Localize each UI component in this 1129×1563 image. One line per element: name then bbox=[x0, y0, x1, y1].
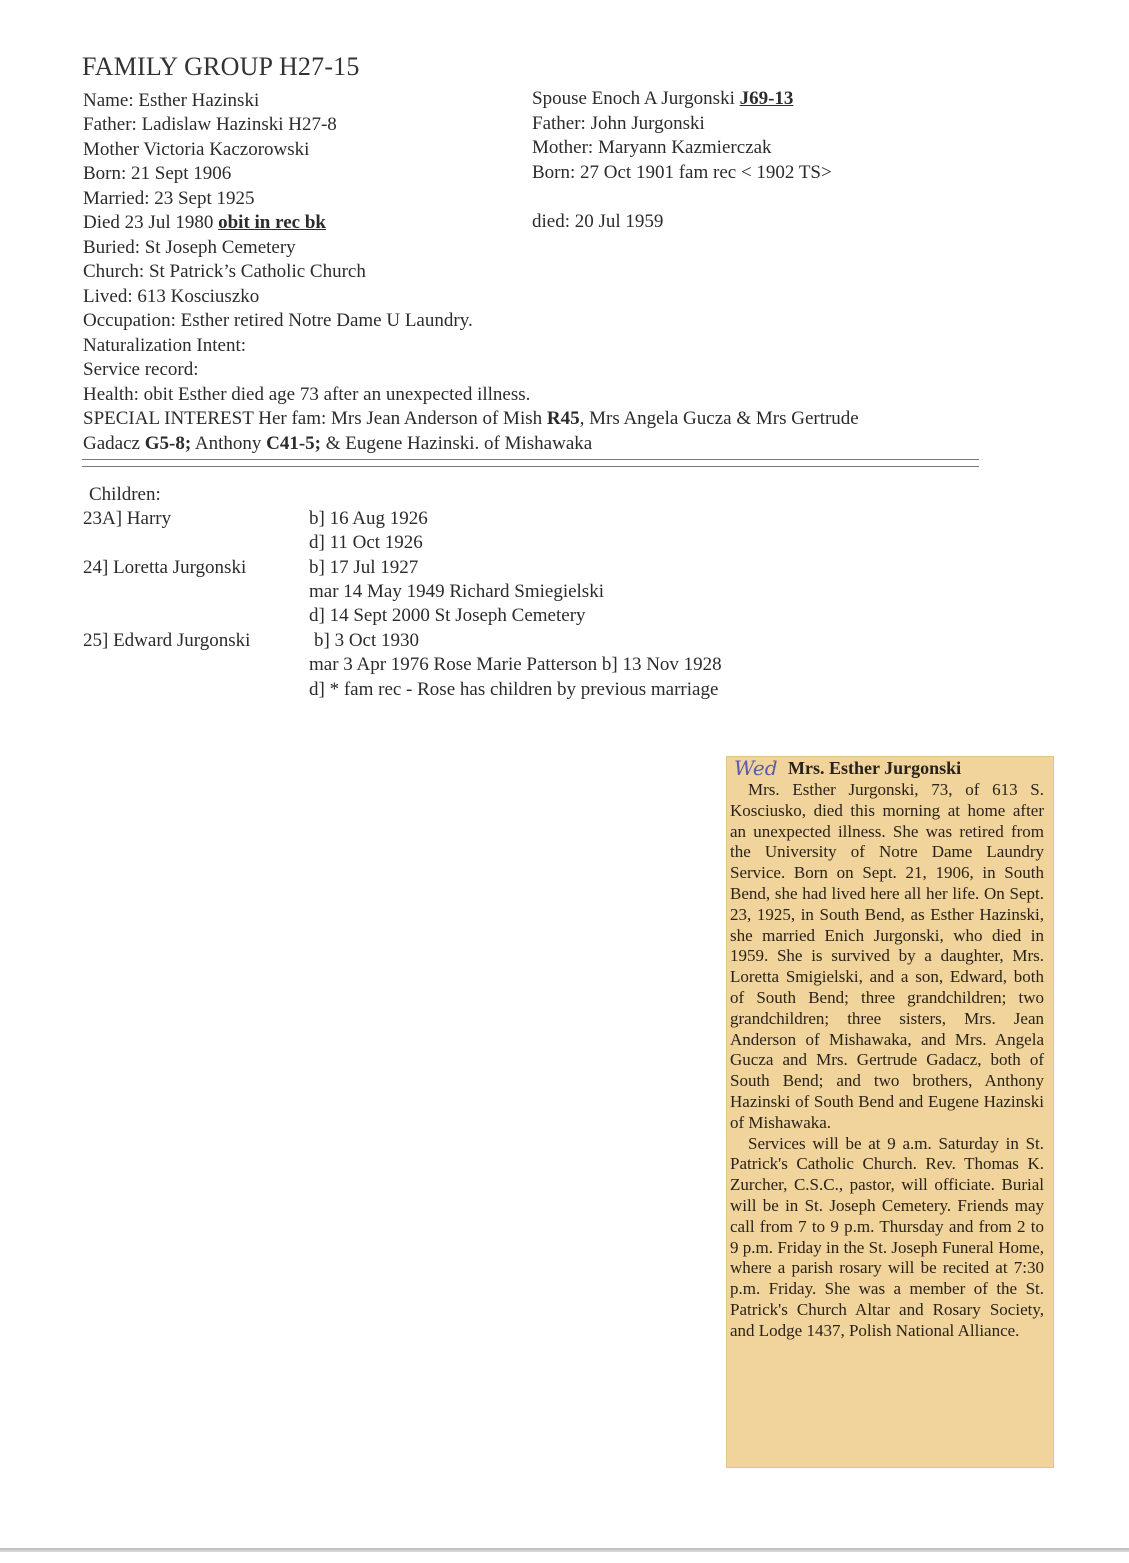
married-line: Married: 23 Sept 1925 bbox=[83, 188, 255, 209]
church-line: Church: St Patrick’s Catholic Church bbox=[83, 261, 366, 282]
buried-line: Buried: St Joseph Cemetery bbox=[83, 237, 296, 258]
child-loretta-name: 24] Loretta Jurgonski bbox=[83, 557, 247, 578]
child-harry-name: 23A] Harry bbox=[83, 508, 172, 529]
child-edward-name: 25] Edward Jurgonski bbox=[83, 630, 251, 651]
obituary-paragraph-2: Services will be at 9 a.m. Saturday in St. Patrick's Catholic Church. Rev. Thomas K. Zurcher, C.S.C., pastor, will officiate. Burial will be in St. Joseph Cemetery. Friends may call from 7 to 9 p.m. Thursday and from 2 to 9 p.m. Friday in the St. Joseph Funeral Home, where a parish rosary will be recited at 7:30 p.m. Friday. She was a member of the St. Patrick's Church Altar and Rosary Society, and Lodge 1437, Polish National Alliance. bbox=[730, 1133, 1044, 1340]
special-ref-c41-5: C41-5; bbox=[266, 433, 321, 454]
children-label: Children: bbox=[89, 484, 161, 505]
special-text-c: , Mrs Angela Gucza & Mrs Gertrude bbox=[579, 408, 859, 429]
child-harry-died: d] 11 Oct 1926 bbox=[309, 532, 423, 553]
born-line: Born: 21 Sept 1906 bbox=[83, 163, 232, 184]
special-text-h: & Eugene Hazinski. of Mishawaka bbox=[321, 433, 593, 454]
spouse-line bbox=[532, 87, 793, 111]
spouse-reference: J69-13 bbox=[739, 88, 794, 109]
lived-line: Lived: 613 Kosciuszko bbox=[83, 286, 260, 307]
child-loretta-died: d] 14 Sept 2000 St Joseph Cemetery bbox=[309, 605, 586, 626]
spouse-mother-line: Mother: Maryann Kazmierczak bbox=[532, 137, 772, 158]
mother-line: Mother Victoria Kaczorowski bbox=[83, 139, 310, 160]
double-rule-divider bbox=[82, 459, 979, 467]
child-edward-born: b] 3 Oct 1930 bbox=[314, 630, 420, 651]
special-ref-r45: R45 bbox=[546, 408, 580, 429]
spouse-text: Spouse Enoch A Jurgonski bbox=[532, 88, 740, 109]
special-text-f: Anthony bbox=[191, 433, 267, 454]
service-line: Service record: bbox=[83, 359, 199, 380]
spouse-born-line: Born: 27 Oct 1901 fam rec < 1902 TS> bbox=[532, 162, 832, 183]
father-line: Father: Ladislaw Hazinski H27-8 bbox=[83, 114, 337, 135]
page-title: FAMILY GROUP H27-15 bbox=[82, 52, 360, 81]
occupation-line: Occupation: Esther retired Notre Dame U Laundry. bbox=[83, 310, 473, 331]
special-interest-line-2 bbox=[83, 432, 592, 456]
special-text-d: Gadacz bbox=[83, 433, 145, 454]
obituary-headline: Mrs. Esther Jurgonski bbox=[788, 758, 962, 778]
scan-bottom-edge bbox=[0, 1548, 1129, 1552]
died-text: Died 23 Jul 1980 bbox=[83, 212, 219, 233]
child-edward-married: mar 3 Apr 1976 Rose Marie Patterson b] 13 Nov 1928 bbox=[309, 654, 722, 675]
name-line: Name: Esther Hazinski bbox=[83, 90, 260, 111]
obituary-paragraph-1: Mrs. Esther Jurgonski, 73, of 613 S. Kosciusko, died this morning at home after an unexpected illness. She was retired from the University of Notre Dame Laundry Service. Born on Sept. 21, 1906, in South Bend, she had lived here all her life. On Sept. 23, 1925, in South Bend, as Esther Hazinski, she married Enich Jurgonski, who died in 1959. She is survived by a daughter, Mrs. Loretta Smigielski, and a son, Edward, both of South Bend; three grandchildren; two grandchildren; three sisters, Mrs. Jean Anderson of Mishawaka, and Mrs. Angela Gucza and Mrs. Gertrude Gadacz, both of South Bend; and two brothers, Anthony Hazinski of South Bend and Eugene Hazinski of Mishawaka. bbox=[730, 780, 1044, 1132]
special-ref-g5-8: G5-8; bbox=[144, 433, 192, 454]
child-loretta-married: mar 14 May 1949 Richard Smiegielski bbox=[309, 581, 604, 602]
child-loretta-born: b] 17 Jul 1927 bbox=[309, 557, 419, 578]
spouse-died-line: died: 20 Jul 1959 bbox=[532, 211, 664, 232]
obit-reference: obit in rec bk bbox=[218, 212, 326, 233]
obituary-clipping bbox=[726, 756, 1054, 1468]
special-text-a: SPECIAL INTEREST Her fam: Mrs Jean Anderson of Mish bbox=[83, 408, 547, 429]
child-edward-died: d] * fam rec - Rose has children by previous marriage bbox=[309, 679, 719, 700]
naturalization-line: Naturalization Intent: bbox=[83, 335, 247, 356]
health-line: Health: obit Esther died age 73 after an unexpected illness. bbox=[83, 384, 531, 405]
died-line bbox=[83, 211, 326, 235]
obituary-body bbox=[730, 780, 1044, 1342]
handwritten-note: Wed bbox=[734, 756, 778, 780]
child-harry-born: b] 16 Aug 1926 bbox=[309, 508, 428, 529]
special-interest-line-1 bbox=[83, 407, 859, 431]
spouse-father-line: Father: John Jurgonski bbox=[532, 113, 705, 134]
